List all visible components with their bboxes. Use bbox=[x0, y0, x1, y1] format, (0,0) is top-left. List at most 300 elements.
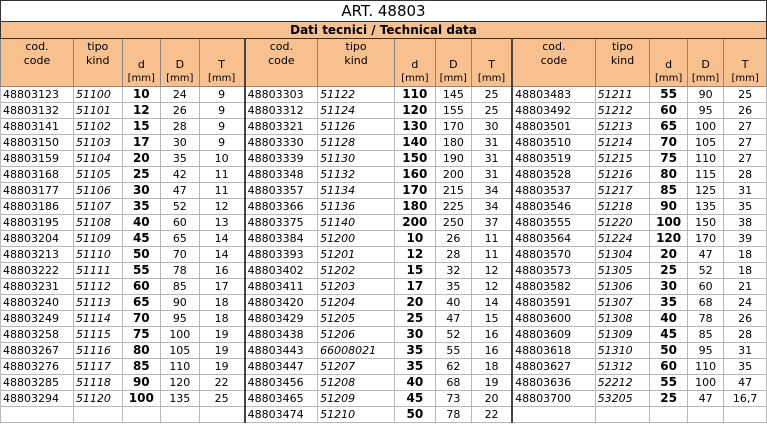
outer-diameter-cell: 135 bbox=[161, 391, 200, 407]
column-header-d bbox=[395, 39, 436, 87]
d-cell: 20 bbox=[650, 247, 687, 263]
outer-diameter-cell: 225 bbox=[435, 199, 471, 215]
table-row bbox=[1, 183, 767, 199]
table-subtitle: Dati tecnici / Technical data bbox=[1, 22, 767, 39]
column-header-kind bbox=[595, 39, 650, 87]
d-cell: 180 bbox=[395, 199, 436, 215]
code-cell: 48803573 bbox=[512, 263, 595, 279]
outer-diameter-cell: 60 bbox=[161, 215, 200, 231]
d-cell: 50 bbox=[122, 247, 161, 263]
kind-cell: 51312 bbox=[595, 359, 650, 375]
code-cell: 48803519 bbox=[512, 151, 595, 167]
outer-diameter-cell: 110 bbox=[687, 359, 723, 375]
header-unit: code bbox=[268, 54, 295, 67]
kind-cell: 51114 bbox=[73, 311, 122, 327]
table-row bbox=[1, 151, 767, 167]
thickness-cell: 19 bbox=[199, 327, 245, 343]
thickness-cell: 19 bbox=[472, 375, 513, 391]
kind-cell: 51130 bbox=[318, 151, 395, 167]
header-label: cod. bbox=[542, 40, 566, 53]
table-row bbox=[1, 247, 767, 263]
code-cell: 48803240 bbox=[1, 295, 74, 311]
header-label: D bbox=[449, 58, 458, 71]
header-row bbox=[1, 39, 767, 87]
d-cell: 55 bbox=[122, 263, 161, 279]
code-cell bbox=[1, 407, 74, 423]
d-cell: 85 bbox=[122, 359, 161, 375]
kind-cell: 51104 bbox=[73, 151, 122, 167]
outer-diameter-cell bbox=[161, 407, 200, 423]
header-label: d bbox=[137, 58, 145, 71]
outer-diameter-cell: 35 bbox=[161, 151, 200, 167]
column-header-kind bbox=[73, 39, 122, 87]
kind-cell: 51118 bbox=[73, 375, 122, 391]
outer-diameter-cell: 200 bbox=[435, 167, 471, 183]
d-cell: 17 bbox=[122, 135, 161, 151]
table-row bbox=[1, 263, 767, 279]
kind-cell: 51305 bbox=[595, 263, 650, 279]
kind-cell: 51134 bbox=[318, 183, 395, 199]
kind-cell: 53205 bbox=[595, 391, 650, 407]
column-header-d bbox=[650, 39, 687, 87]
d-cell: 50 bbox=[650, 343, 687, 359]
code-cell: 48803339 bbox=[245, 151, 318, 167]
code-cell: 48803501 bbox=[512, 119, 595, 135]
header-unit: [mm] bbox=[731, 73, 759, 84]
code-cell: 48803627 bbox=[512, 359, 595, 375]
outer-diameter-cell: 28 bbox=[161, 119, 200, 135]
outer-diameter-cell: 105 bbox=[687, 135, 723, 151]
thickness-cell: 13 bbox=[199, 215, 245, 231]
thickness-cell: 9 bbox=[199, 103, 245, 119]
kind-cell: 51109 bbox=[73, 231, 122, 247]
d-cell: 65 bbox=[650, 119, 687, 135]
code-cell: 48803636 bbox=[512, 375, 595, 391]
code-cell: 48803443 bbox=[245, 343, 318, 359]
thickness-cell: 10 bbox=[199, 151, 245, 167]
table-row bbox=[1, 375, 767, 391]
column-header-kind bbox=[318, 39, 395, 87]
outer-diameter-cell: 215 bbox=[435, 183, 471, 199]
table-row bbox=[1, 215, 767, 231]
thickness-cell: 34 bbox=[472, 199, 513, 215]
outer-diameter-cell: 35 bbox=[435, 279, 471, 295]
d-cell: 85 bbox=[650, 183, 687, 199]
outer-diameter-cell: 115 bbox=[687, 167, 723, 183]
thickness-cell: 14 bbox=[199, 247, 245, 263]
code-cell: 48803195 bbox=[1, 215, 74, 231]
outer-diameter-cell: 250 bbox=[435, 215, 471, 231]
code-cell: 48803582 bbox=[512, 279, 595, 295]
kind-cell: 51117 bbox=[73, 359, 122, 375]
code-cell: 48803231 bbox=[1, 279, 74, 295]
thickness-cell: 25 bbox=[472, 103, 513, 119]
header-unit: [mm] bbox=[691, 73, 720, 84]
thickness-cell bbox=[724, 407, 767, 423]
kind-cell: 51204 bbox=[318, 295, 395, 311]
column-header-d bbox=[122, 39, 161, 87]
d-cell: 17 bbox=[395, 279, 436, 295]
outer-diameter-cell: 95 bbox=[687, 343, 723, 359]
outer-diameter-cell: 78 bbox=[687, 311, 723, 327]
kind-cell: 51205 bbox=[318, 311, 395, 327]
outer-diameter-cell: 85 bbox=[161, 279, 200, 295]
d-cell: 100 bbox=[122, 391, 161, 407]
thickness-cell: 16,7 bbox=[724, 391, 767, 407]
thickness-cell: 16 bbox=[472, 343, 513, 359]
outer-diameter-cell: 135 bbox=[687, 199, 723, 215]
code-cell: 48803564 bbox=[512, 231, 595, 247]
d-cell: 70 bbox=[122, 311, 161, 327]
header-label: cod. bbox=[269, 40, 293, 53]
table-row bbox=[1, 311, 767, 327]
code-cell: 48803222 bbox=[1, 263, 74, 279]
code-cell: 48803570 bbox=[512, 247, 595, 263]
outer-diameter-cell: 40 bbox=[435, 295, 471, 311]
kind-cell: 51220 bbox=[595, 215, 650, 231]
code-cell bbox=[512, 407, 595, 423]
d-cell: 35 bbox=[650, 295, 687, 311]
header-unit: [mm] bbox=[654, 73, 683, 84]
outer-diameter-cell: 78 bbox=[435, 407, 471, 423]
kind-cell: 51207 bbox=[318, 359, 395, 375]
code-cell: 48803474 bbox=[245, 407, 318, 423]
outer-diameter-cell: 95 bbox=[687, 103, 723, 119]
outer-diameter-cell: 155 bbox=[435, 103, 471, 119]
d-cell: 60 bbox=[650, 359, 687, 375]
code-cell: 48803150 bbox=[1, 135, 74, 151]
table-row bbox=[1, 391, 767, 407]
thickness-cell: 17 bbox=[199, 279, 245, 295]
thickness-cell: 26 bbox=[724, 311, 767, 327]
thickness-cell: 11 bbox=[199, 167, 245, 183]
code-cell: 48803393 bbox=[245, 247, 318, 263]
kind-cell: 51110 bbox=[73, 247, 122, 263]
kind-cell: 51224 bbox=[595, 231, 650, 247]
header-label: cod. bbox=[25, 40, 49, 53]
code-cell: 48803375 bbox=[245, 215, 318, 231]
outer-diameter-cell: 65 bbox=[161, 231, 200, 247]
code-cell: 48803447 bbox=[245, 359, 318, 375]
kind-cell: 51309 bbox=[595, 327, 650, 343]
kind-cell: 51216 bbox=[595, 167, 650, 183]
code-cell: 48803384 bbox=[245, 231, 318, 247]
thickness-cell: 16 bbox=[199, 263, 245, 279]
thickness-cell: 35 bbox=[724, 359, 767, 375]
outer-diameter-cell: 68 bbox=[687, 295, 723, 311]
header-label: d bbox=[411, 58, 419, 71]
outer-diameter-cell: 120 bbox=[161, 375, 200, 391]
column-header-code bbox=[512, 39, 595, 87]
code-cell: 48803618 bbox=[512, 343, 595, 359]
table-row bbox=[1, 87, 767, 103]
kind-cell: 51122 bbox=[318, 87, 395, 103]
outer-diameter-cell: 100 bbox=[161, 327, 200, 343]
header-label: d bbox=[665, 58, 673, 71]
kind-cell: 51108 bbox=[73, 215, 122, 231]
thickness-cell: 14 bbox=[199, 231, 245, 247]
table-row bbox=[1, 119, 767, 135]
d-cell bbox=[122, 407, 161, 423]
outer-diameter-cell: 110 bbox=[161, 359, 200, 375]
code-cell: 48803700 bbox=[512, 391, 595, 407]
outer-diameter-cell: 62 bbox=[435, 359, 471, 375]
d-cell: 50 bbox=[395, 407, 436, 423]
kind-cell: 51203 bbox=[318, 279, 395, 295]
d-cell: 150 bbox=[395, 151, 436, 167]
d-cell: 20 bbox=[122, 151, 161, 167]
code-cell: 48803204 bbox=[1, 231, 74, 247]
code-cell: 48803483 bbox=[512, 87, 595, 103]
thickness-cell: 9 bbox=[199, 135, 245, 151]
header-unit: code bbox=[23, 54, 51, 67]
d-cell: 30 bbox=[122, 183, 161, 199]
d-cell: 15 bbox=[122, 119, 161, 135]
kind-cell: 51202 bbox=[318, 263, 395, 279]
header-unit: kind bbox=[344, 54, 368, 67]
d-cell: 130 bbox=[395, 119, 436, 135]
thickness-cell: 18 bbox=[199, 295, 245, 311]
thickness-cell: 22 bbox=[472, 407, 513, 423]
kind-cell: 51214 bbox=[595, 135, 650, 151]
thickness-cell: 27 bbox=[724, 135, 767, 151]
code-cell: 48803258 bbox=[1, 327, 74, 343]
outer-diameter-cell: 100 bbox=[687, 119, 723, 135]
column-header-code bbox=[1, 39, 74, 87]
header-label: tipo bbox=[611, 40, 634, 53]
header-label: D bbox=[701, 58, 710, 71]
kind-cell: 51115 bbox=[73, 327, 122, 343]
table-row bbox=[1, 231, 767, 247]
outer-diameter-cell: 170 bbox=[687, 231, 723, 247]
code-cell: 48803591 bbox=[512, 295, 595, 311]
thickness-cell: 14 bbox=[472, 295, 513, 311]
outer-diameter-cell: 52 bbox=[435, 327, 471, 343]
kind-cell: 51211 bbox=[595, 87, 650, 103]
kind-cell: 51140 bbox=[318, 215, 395, 231]
d-cell: 12 bbox=[122, 103, 161, 119]
d-cell: 35 bbox=[122, 199, 161, 215]
outer-diameter-cell: 150 bbox=[687, 215, 723, 231]
code-cell: 48803168 bbox=[1, 167, 74, 183]
code-cell: 48803402 bbox=[245, 263, 318, 279]
outer-diameter-cell: 47 bbox=[687, 247, 723, 263]
thickness-cell: 18 bbox=[724, 263, 767, 279]
thickness-cell: 12 bbox=[472, 279, 513, 295]
kind-cell: 51111 bbox=[73, 263, 122, 279]
table-row bbox=[1, 135, 767, 151]
table-row bbox=[1, 407, 767, 423]
thickness-cell: 27 bbox=[724, 151, 767, 167]
table-row bbox=[1, 359, 767, 375]
header-label: T bbox=[488, 58, 495, 71]
kind-cell: 51206 bbox=[318, 327, 395, 343]
code-cell: 48803159 bbox=[1, 151, 74, 167]
d-cell: 40 bbox=[122, 215, 161, 231]
d-cell: 15 bbox=[395, 263, 436, 279]
header-label: tipo bbox=[345, 40, 367, 53]
thickness-cell: 21 bbox=[724, 279, 767, 295]
header-unit: [mm] bbox=[166, 73, 194, 84]
outer-diameter-cell: 145 bbox=[435, 87, 471, 103]
thickness-cell: 11 bbox=[199, 183, 245, 199]
thickness-cell: 9 bbox=[199, 119, 245, 135]
outer-diameter-cell: 125 bbox=[687, 183, 723, 199]
header-unit: [mm] bbox=[207, 73, 236, 84]
header-unit: [mm] bbox=[439, 73, 467, 84]
kind-cell: 51101 bbox=[73, 103, 122, 119]
code-cell: 48803285 bbox=[1, 375, 74, 391]
header-label: D bbox=[175, 58, 185, 71]
d-cell: 10 bbox=[395, 231, 436, 247]
code-cell: 48803609 bbox=[512, 327, 595, 343]
outer-diameter-cell: 90 bbox=[161, 295, 200, 311]
header-unit: code bbox=[540, 54, 568, 67]
thickness-cell: 25 bbox=[724, 87, 767, 103]
table-row bbox=[1, 295, 767, 311]
d-cell: 120 bbox=[650, 231, 687, 247]
thickness-cell: 31 bbox=[724, 183, 767, 199]
d-cell: 35 bbox=[395, 343, 436, 359]
code-cell: 48803429 bbox=[245, 311, 318, 327]
code-cell: 48803366 bbox=[245, 199, 318, 215]
kind-cell: 51124 bbox=[318, 103, 395, 119]
thickness-cell: 27 bbox=[724, 119, 767, 135]
kind-cell: 51105 bbox=[73, 167, 122, 183]
kind-cell: 51116 bbox=[73, 343, 122, 359]
code-cell: 48803186 bbox=[1, 199, 74, 215]
outer-diameter-cell: 52 bbox=[161, 199, 200, 215]
code-cell: 48803555 bbox=[512, 215, 595, 231]
kind-cell: 51310 bbox=[595, 343, 650, 359]
column-header-t bbox=[724, 39, 767, 87]
header-label: T bbox=[741, 58, 749, 71]
outer-diameter-cell: 190 bbox=[435, 151, 471, 167]
d-cell: 45 bbox=[122, 231, 161, 247]
table-row bbox=[1, 327, 767, 343]
outer-diameter-cell: 52 bbox=[687, 263, 723, 279]
outer-diameter-cell: 105 bbox=[161, 343, 200, 359]
outer-diameter-cell: 47 bbox=[687, 391, 723, 407]
kind-cell: 51107 bbox=[73, 199, 122, 215]
column-header-code bbox=[245, 39, 318, 87]
d-cell: 100 bbox=[650, 215, 687, 231]
column-header-t bbox=[199, 39, 245, 87]
thickness-cell: 28 bbox=[724, 167, 767, 183]
d-cell: 35 bbox=[395, 359, 436, 375]
kind-cell bbox=[595, 407, 650, 423]
outer-diameter-cell: 55 bbox=[435, 343, 471, 359]
thickness-cell: 31 bbox=[472, 151, 513, 167]
code-cell: 48803348 bbox=[245, 167, 318, 183]
code-cell: 48803330 bbox=[245, 135, 318, 151]
kind-cell: 51128 bbox=[318, 135, 395, 151]
d-cell: 90 bbox=[122, 375, 161, 391]
outer-diameter-cell: 60 bbox=[687, 279, 723, 295]
kind-cell: 51136 bbox=[318, 199, 395, 215]
code-cell: 48803267 bbox=[1, 343, 74, 359]
header-label: T bbox=[218, 58, 225, 71]
thickness-cell: 26 bbox=[724, 103, 767, 119]
code-cell: 48803357 bbox=[245, 183, 318, 199]
outer-diameter-cell: 170 bbox=[435, 119, 471, 135]
kind-cell: 51215 bbox=[595, 151, 650, 167]
code-cell: 48803510 bbox=[512, 135, 595, 151]
kind-cell: 51106 bbox=[73, 183, 122, 199]
kind-cell: 51100 bbox=[73, 87, 122, 103]
code-cell: 48803321 bbox=[245, 119, 318, 135]
kind-cell: 51218 bbox=[595, 199, 650, 215]
outer-diameter-cell: 78 bbox=[161, 263, 200, 279]
kind-cell: 51210 bbox=[318, 407, 395, 423]
thickness-cell: 9 bbox=[199, 87, 245, 103]
column-header-d-outer bbox=[687, 39, 723, 87]
code-cell: 48803141 bbox=[1, 119, 74, 135]
thickness-cell: 16 bbox=[472, 327, 513, 343]
outer-diameter-cell: 42 bbox=[161, 167, 200, 183]
d-cell: 140 bbox=[395, 135, 436, 151]
code-cell: 48803249 bbox=[1, 311, 74, 327]
thickness-cell: 31 bbox=[472, 135, 513, 151]
d-cell: 75 bbox=[650, 151, 687, 167]
outer-diameter-cell: 180 bbox=[435, 135, 471, 151]
code-cell: 48803213 bbox=[1, 247, 74, 263]
outer-diameter-cell: 32 bbox=[435, 263, 471, 279]
kind-cell: 51132 bbox=[318, 167, 395, 183]
thickness-cell: 38 bbox=[724, 215, 767, 231]
thickness-cell: 39 bbox=[724, 231, 767, 247]
header-unit: [mm] bbox=[127, 73, 155, 84]
d-cell: 75 bbox=[122, 327, 161, 343]
d-cell: 10 bbox=[122, 87, 161, 103]
technical-data-table bbox=[0, 21, 767, 423]
outer-diameter-cell: 73 bbox=[435, 391, 471, 407]
thickness-cell: 34 bbox=[472, 183, 513, 199]
kind-cell: 51304 bbox=[595, 247, 650, 263]
outer-diameter-cell: 70 bbox=[161, 247, 200, 263]
code-cell: 48803294 bbox=[1, 391, 74, 407]
d-cell: 65 bbox=[122, 295, 161, 311]
d-cell: 120 bbox=[395, 103, 436, 119]
kind-cell: 51112 bbox=[73, 279, 122, 295]
outer-diameter-cell: 30 bbox=[161, 135, 200, 151]
code-cell: 48803528 bbox=[512, 167, 595, 183]
thickness-cell: 18 bbox=[724, 247, 767, 263]
outer-diameter-cell bbox=[687, 407, 723, 423]
code-cell: 48803546 bbox=[512, 199, 595, 215]
thickness-cell: 28 bbox=[724, 327, 767, 343]
kind-cell: 51208 bbox=[318, 375, 395, 391]
outer-diameter-cell: 85 bbox=[687, 327, 723, 343]
code-cell: 48803492 bbox=[512, 103, 595, 119]
d-cell: 60 bbox=[122, 279, 161, 295]
kind-cell: 51120 bbox=[73, 391, 122, 407]
header-unit: kind bbox=[610, 54, 635, 67]
header-unit: [mm] bbox=[401, 73, 429, 84]
outer-diameter-cell: 47 bbox=[161, 183, 200, 199]
d-cell: 80 bbox=[650, 167, 687, 183]
column-header-d-outer bbox=[435, 39, 471, 87]
subtitle-row bbox=[1, 22, 767, 39]
d-cell: 25 bbox=[122, 167, 161, 183]
thickness-cell: 22 bbox=[199, 375, 245, 391]
kind-cell: 51102 bbox=[73, 119, 122, 135]
d-cell: 45 bbox=[650, 327, 687, 343]
d-cell: 80 bbox=[122, 343, 161, 359]
outer-diameter-cell: 26 bbox=[161, 103, 200, 119]
kind-cell: 51200 bbox=[318, 231, 395, 247]
d-cell: 90 bbox=[650, 199, 687, 215]
